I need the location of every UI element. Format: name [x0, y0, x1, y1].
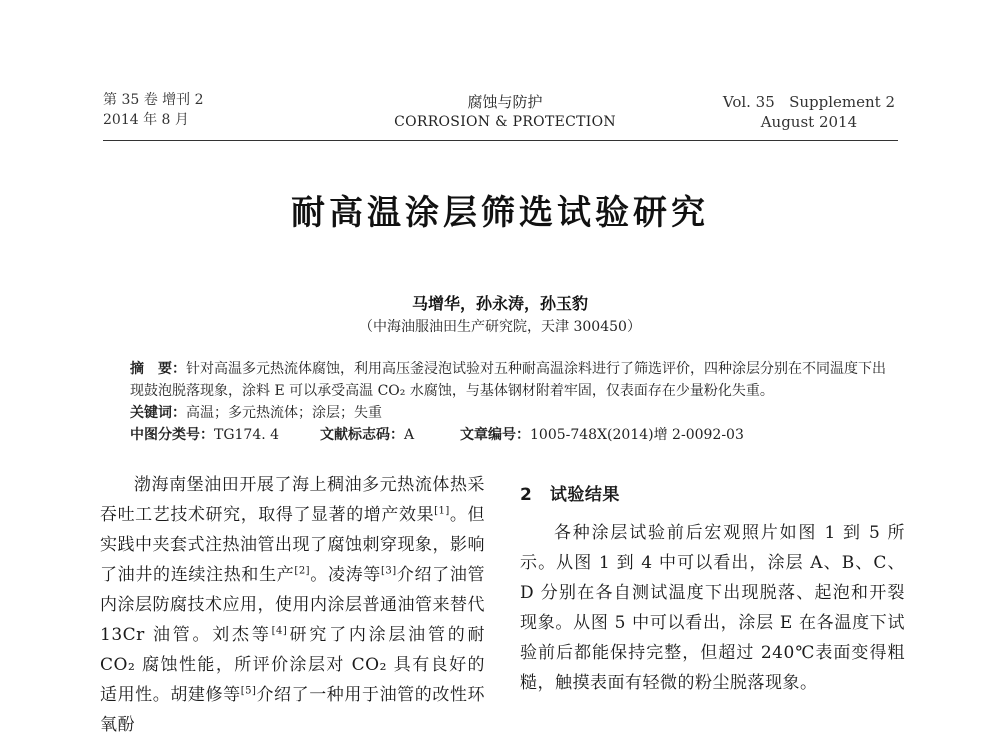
volume-supplement-en: Vol. 35 Supplement 2 [722, 93, 895, 111]
issue-info-en [723, 92, 895, 132]
keywords-text: 高温；多元热流体；涂层；失重 [186, 405, 382, 421]
paper-title: 耐高温涂层筛选试验研究 [291, 193, 709, 233]
keywords [130, 402, 890, 424]
classification-row [130, 424, 890, 446]
citation-3: [3] [380, 565, 397, 577]
citation-4: [4] [271, 625, 288, 637]
journal-name-cn: 腐蚀与防护 [467, 93, 543, 111]
volume-issue: 第 35 卷 增刊 2 [103, 92, 204, 108]
authors: 马增华，孙永涛，孙玉豹 [411, 294, 588, 313]
body-right-column [520, 470, 905, 698]
issue-date: 2014 年 8 月 [103, 112, 189, 128]
citation-5: [5] [240, 685, 257, 697]
abstract-label: 摘 要： [130, 361, 186, 377]
issue-date-en: August 2014 [760, 113, 858, 131]
abstract [130, 358, 890, 402]
journal-name-en: CORROSION & PROTECTION [394, 114, 616, 130]
article-number: 文章编号：1005-748X(2014)增 2-0092-03 [460, 427, 744, 443]
keywords-label: 关键词： [130, 405, 186, 421]
affiliation: （中海油服油田生产研究院，天津 300450） [359, 319, 641, 335]
results-paragraph: 各种涂层试验前后宏观照片如图 1 到 5 所示。从图 1 到 4 中可以看出，涂层 A、B、C、D 分别在各自测试温度下出现脱落、起泡和开裂现象。从图 5 中可以看出，涂层 E 在各温度下试验前后都能保持完整，但超过 240℃表面变得粗糙，触摸表面有轻微的粉尘脱落现象。 [520, 523, 905, 693]
citation-2: [2] [294, 565, 311, 577]
intro-paragraph: 渤海南堡油田开展了海上稠油多元热流体热采吞吐工艺技术研究，取得了显著的增产效果[1]。但实践中夹套式注热油管出现了腐蚀刺穿现象，影响了油井的连续注热和生产[2]。凌涛等[3]介绍了油管内涂层防腐技术应用，使用内涂层普通油管来替代 13Cr 油管。刘杰等[4]研究了内涂层油管的耐 CO₂ 腐蚀性能，所评价涂层对 CO₂ 具有良好的适用性。胡建修等[5]介绍了一种用于油管的改性环氧酚 [100, 475, 486, 735]
clc-number: 中图分类号：TG174. 4 [130, 427, 280, 443]
abstract-block [130, 358, 890, 446]
body-left-column [100, 470, 485, 740]
citation-1: [1] [434, 505, 450, 517]
abstract-text: 针对高温多元热流体腐蚀，利用高压釜浸泡试验对五种耐高温涂料进行了筛选评价，四种涂层分别在不同温度下出现鼓泡脱落现象，涂料 E 可以承受高温 CO₂ 水腐蚀，与基体钢材附着牢固，仅表面存在少量粉化失重。 [130, 361, 886, 399]
section-heading: 2 试验结果 [520, 485, 620, 505]
document-code: 文献标志码：A [320, 427, 415, 443]
header-rule [103, 140, 898, 141]
